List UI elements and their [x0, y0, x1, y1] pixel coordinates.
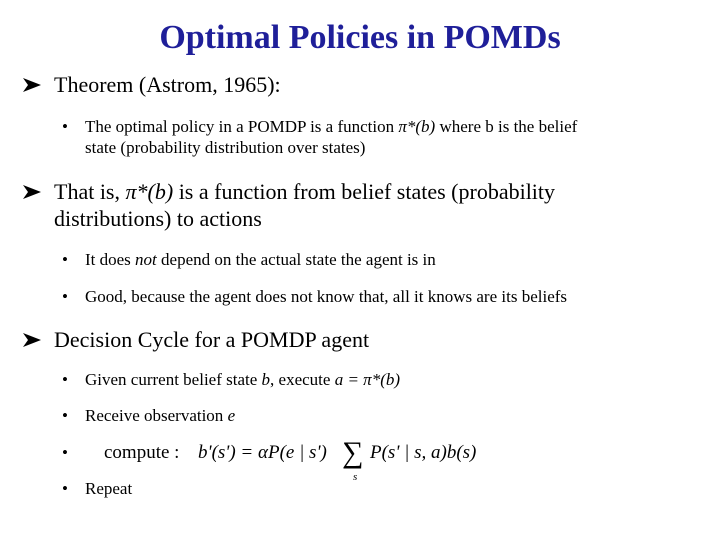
- sub-bullet-text: state (probability distribution over states): [85, 138, 366, 157]
- sub-bullet-text: Receive observation e: [85, 406, 236, 425]
- sum-subscript: s: [353, 471, 358, 483]
- sub-bullet-text: Repeat: [85, 479, 133, 498]
- dot-bullet-icon: •: [62, 443, 68, 462]
- formula-lhs: b'(s') = αP(e | s'): [198, 442, 327, 463]
- slide-title: Optimal Policies in POMDs: [159, 19, 561, 56]
- dot-bullet-icon: •: [62, 287, 68, 306]
- belief-update-formula: [104, 436, 504, 484]
- dot-bullet-icon: •: [62, 117, 68, 136]
- formula-rhs: P(s' | s, a)b(s): [370, 442, 477, 463]
- bullet-text: Decision Cycle for a POMDP agent: [54, 327, 370, 352]
- sub-bullet-text: It does not depend on the actual state the agent is in: [85, 250, 436, 269]
- sub-bullet-text: The optimal policy in a POMDP is a function π*(b) where b is the belief: [85, 117, 578, 136]
- dot-bullet-icon: •: [62, 250, 68, 269]
- dot-bullet-icon: •: [62, 479, 68, 498]
- bullet-text: Theorem (Astrom, 1965):: [54, 72, 281, 97]
- arrow-bullet-icon: [22, 75, 42, 95]
- arrow-bullet-icon: [22, 182, 42, 202]
- bullet-text: distributions) to actions: [54, 206, 262, 231]
- arrow-bullet-icon: [22, 330, 42, 350]
- sum-symbol: ∑: [342, 436, 364, 469]
- sub-bullet-text: Good, because the agent does not know that, all it knows are its beliefs: [85, 287, 568, 306]
- dot-bullet-icon: •: [62, 370, 68, 389]
- compute-label: compute :: [104, 442, 180, 463]
- bullet-text: That is, π*(b) is a function from belief states (probability: [54, 179, 556, 204]
- dot-bullet-icon: •: [62, 406, 68, 425]
- sub-bullet-text: Given current belief state b, execute a = π*(b): [85, 370, 401, 389]
